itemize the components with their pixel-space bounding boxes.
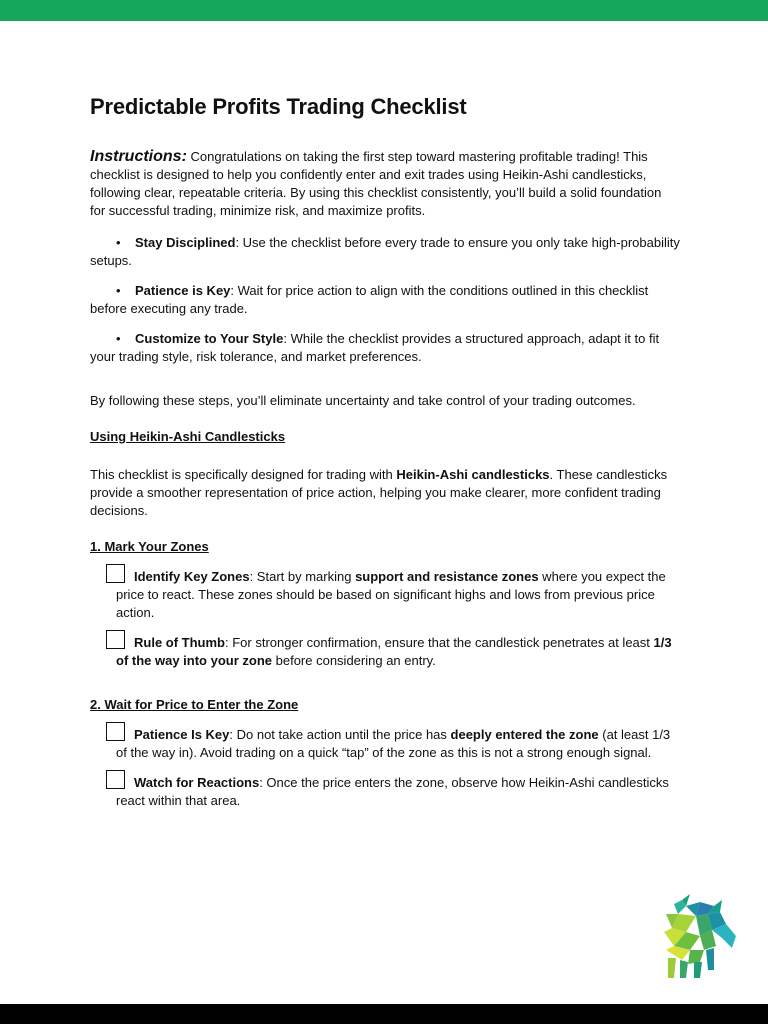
instructions-text: Congratulations on taking the first step toward mastering profitable trading! This checklist is designed to help you confidently enter and exit trades using Heikin-Ashi candlesticks, following clear, repeatable criteria. By using this checklist consistently, you’ll build a solid foundation for successful trading, minimize risk, and maximize profits.	[90, 149, 662, 218]
document-body	[90, 88, 680, 810]
checklist-item-patience-is-key	[116, 726, 680, 762]
section2-title: 2. Wait for Price to Enter the Zone	[90, 697, 299, 712]
list-item	[90, 234, 680, 270]
bullet-text: : While the checklist provides a structured approach, adapt it to fit your trading style, risk tolerance, and market preferences.	[90, 331, 660, 364]
checkbox[interactable]	[106, 770, 125, 789]
instructions-label: Instructions:	[90, 148, 187, 165]
item-heading: Watch for Reactions	[134, 775, 260, 790]
checklist-item-watch-for-reactions	[116, 774, 680, 810]
item-heading: Patience Is Key	[134, 727, 230, 742]
bullet-heading: Stay Disciplined	[135, 235, 236, 250]
item-text: : For stronger confirmation, ensure that the candlestick penetrates at least	[225, 635, 654, 650]
item-bold-text: 1/3 of the way into your zone	[116, 635, 672, 668]
instructions-paragraph	[90, 148, 680, 220]
heikin-text-start: This checklist is specifically designed for trading with	[90, 467, 397, 482]
list-item	[90, 282, 680, 318]
section1-title: 1. Mark Your Zones	[90, 539, 209, 554]
item-heading: Rule of Thumb	[134, 635, 225, 650]
item-text: : Start by marking	[249, 569, 356, 584]
heikin-section-title: Using Heikin-Ashi Candlesticks	[90, 429, 286, 444]
closing-paragraph: By following these steps, you’ll eliminate uncertainty and take control of your trading outcomes.	[90, 393, 636, 408]
bullet-marker: •	[116, 283, 121, 298]
item-text-end: before considering an entry.	[272, 653, 436, 668]
bullet-marker: •	[116, 331, 121, 346]
item-text: : Once the price enters the zone, observe how Heikin-Ashi candlesticks react within that area.	[116, 775, 669, 808]
checklist-item-identify-key-zones	[116, 568, 680, 622]
page-title: Predictable Profits Trading Checklist	[90, 94, 467, 119]
item-heading: Identify Key Zones	[134, 569, 250, 584]
checkbox[interactable]	[106, 630, 125, 649]
item-text: : Do not take action until the price has	[229, 727, 451, 742]
item-bold-text: support and resistance zones	[355, 569, 539, 584]
tips-list	[90, 234, 680, 366]
top-accent-bar	[0, 0, 768, 21]
heikin-paragraph	[90, 466, 680, 520]
checkbox[interactable]	[106, 722, 125, 741]
list-item	[90, 330, 680, 366]
item-bold-text: deeply entered the zone	[450, 727, 599, 742]
bottom-bar	[0, 1004, 768, 1024]
bullet-marker: •	[116, 235, 121, 250]
bullet-text: : Use the checklist before every trade to ensure you only take high-probability setups.	[90, 235, 680, 268]
bullet-heading: Patience is Key	[135, 283, 231, 298]
heikin-text-end: . These candlesticks provide a smoother representation of price action, helping you make clearer, more confident trading decisions.	[90, 467, 668, 518]
bullet-heading: Customize to Your Style	[135, 331, 284, 346]
item-text-end: where you expect the price to react. These zones should be based on significant highs and lows from previous price action.	[116, 569, 666, 620]
checklist-item-rule-of-thumb	[116, 634, 680, 670]
heikin-text-bold: Heikin-Ashi candlesticks	[396, 467, 550, 482]
checkbox[interactable]	[106, 564, 125, 583]
bull-logo-icon	[660, 892, 738, 980]
bullet-text: : Wait for price action to align with the conditions outlined in this checklist before executing any trade.	[90, 283, 649, 316]
item-text-end: (at least 1/3 of the way in). Avoid trading on a quick “tap” of the zone as this is not a strong enough signal.	[116, 727, 671, 760]
